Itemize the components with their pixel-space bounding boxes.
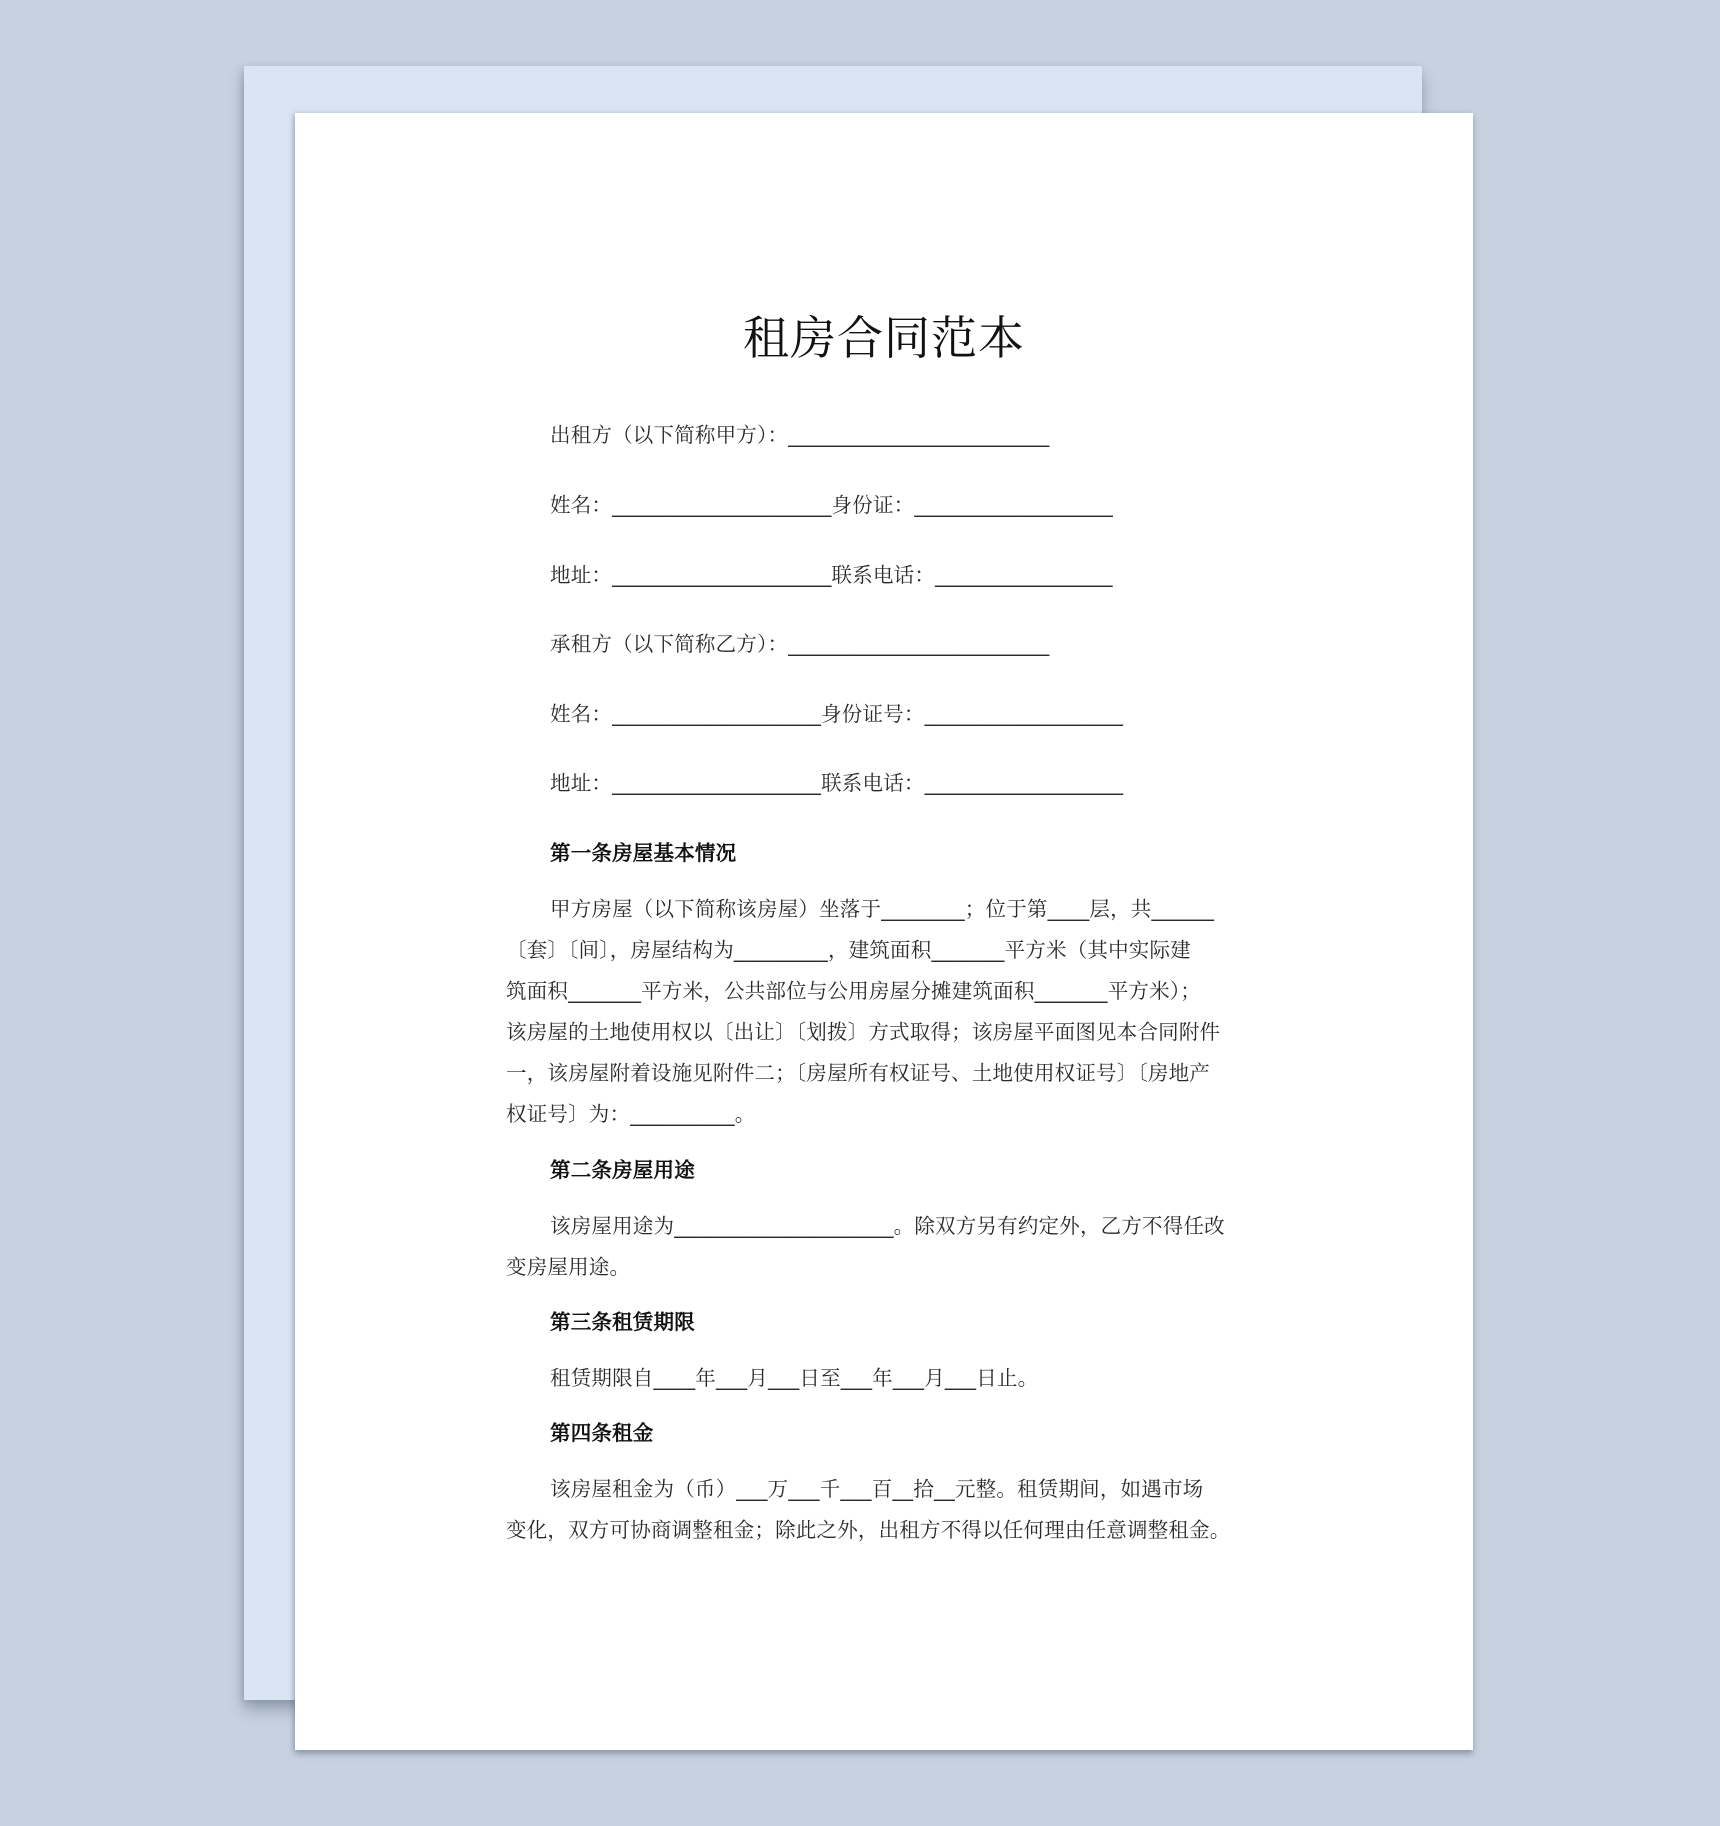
lessee-address-phone-line: 地址：____________________联系电话：___________________ xyxy=(550,771,1124,795)
section-3-line: 租赁期限自____年___月___日至___年___月___日止。 xyxy=(550,1366,1039,1390)
section-4-line: 该房屋租金为（币）___万___千___百__拾__元整。租赁期间，如遇市场 xyxy=(550,1477,1204,1501)
section-2-line: 该房屋用途为_____________________。除双方另有约定外，乙方不得任改 xyxy=(550,1214,1225,1238)
lessor-name-id-line: 姓名：_____________________身份证：___________________ xyxy=(550,493,1113,517)
section-1-line: 权证号〕为：__________。 xyxy=(506,1102,756,1126)
lessor-address-phone-line: 地址：_____________________联系电话：_________________ xyxy=(550,563,1113,587)
section-heading-2: 第二条房屋用途 xyxy=(550,1158,695,1182)
lessor-label-line: 出租方（以下简称甲方）：_________________________ xyxy=(550,423,1050,447)
section-4-line: 变化，双方可协商调整租金；除此之外，出租方不得以任何理由任意调整租金。 xyxy=(506,1518,1231,1542)
section-2-line: 变房屋用途。 xyxy=(506,1255,631,1279)
section-1-line: 筑面积_______平方米，公共部位与公用房屋分摊建筑面积_______平方米）； xyxy=(506,979,1201,1003)
section-1-line: 甲方房屋（以下简称该房屋）坐落于________；位于第____层，共______ xyxy=(550,897,1215,921)
section-1-line: 该房屋的土地使用权以〔出让〕〔划拨〕方式取得；该房屋平面图见本合同附件 xyxy=(506,1020,1221,1044)
document-page xyxy=(295,113,1473,1750)
section-1-line: 一，该房屋附着设施见附件二；〔房屋所有权证号、土地使用权证号〕〔房地产 xyxy=(506,1061,1210,1085)
section-1-line: 〔套〕〔间〕，房屋结构为_________，建筑面积_______平方米（其中实际建 xyxy=(506,938,1191,962)
lessee-name-id-line: 姓名：____________________身份证号：___________________ xyxy=(550,702,1124,726)
lessee-label-line: 承租方（以下简称乙方）：_________________________ xyxy=(550,632,1050,656)
section-heading-4: 第四条租金 xyxy=(550,1421,654,1445)
document-title: 租房合同范本 xyxy=(743,311,1025,365)
section-heading-3: 第三条租赁期限 xyxy=(550,1310,695,1334)
section-heading-1: 第一条房屋基本情况 xyxy=(550,841,737,865)
